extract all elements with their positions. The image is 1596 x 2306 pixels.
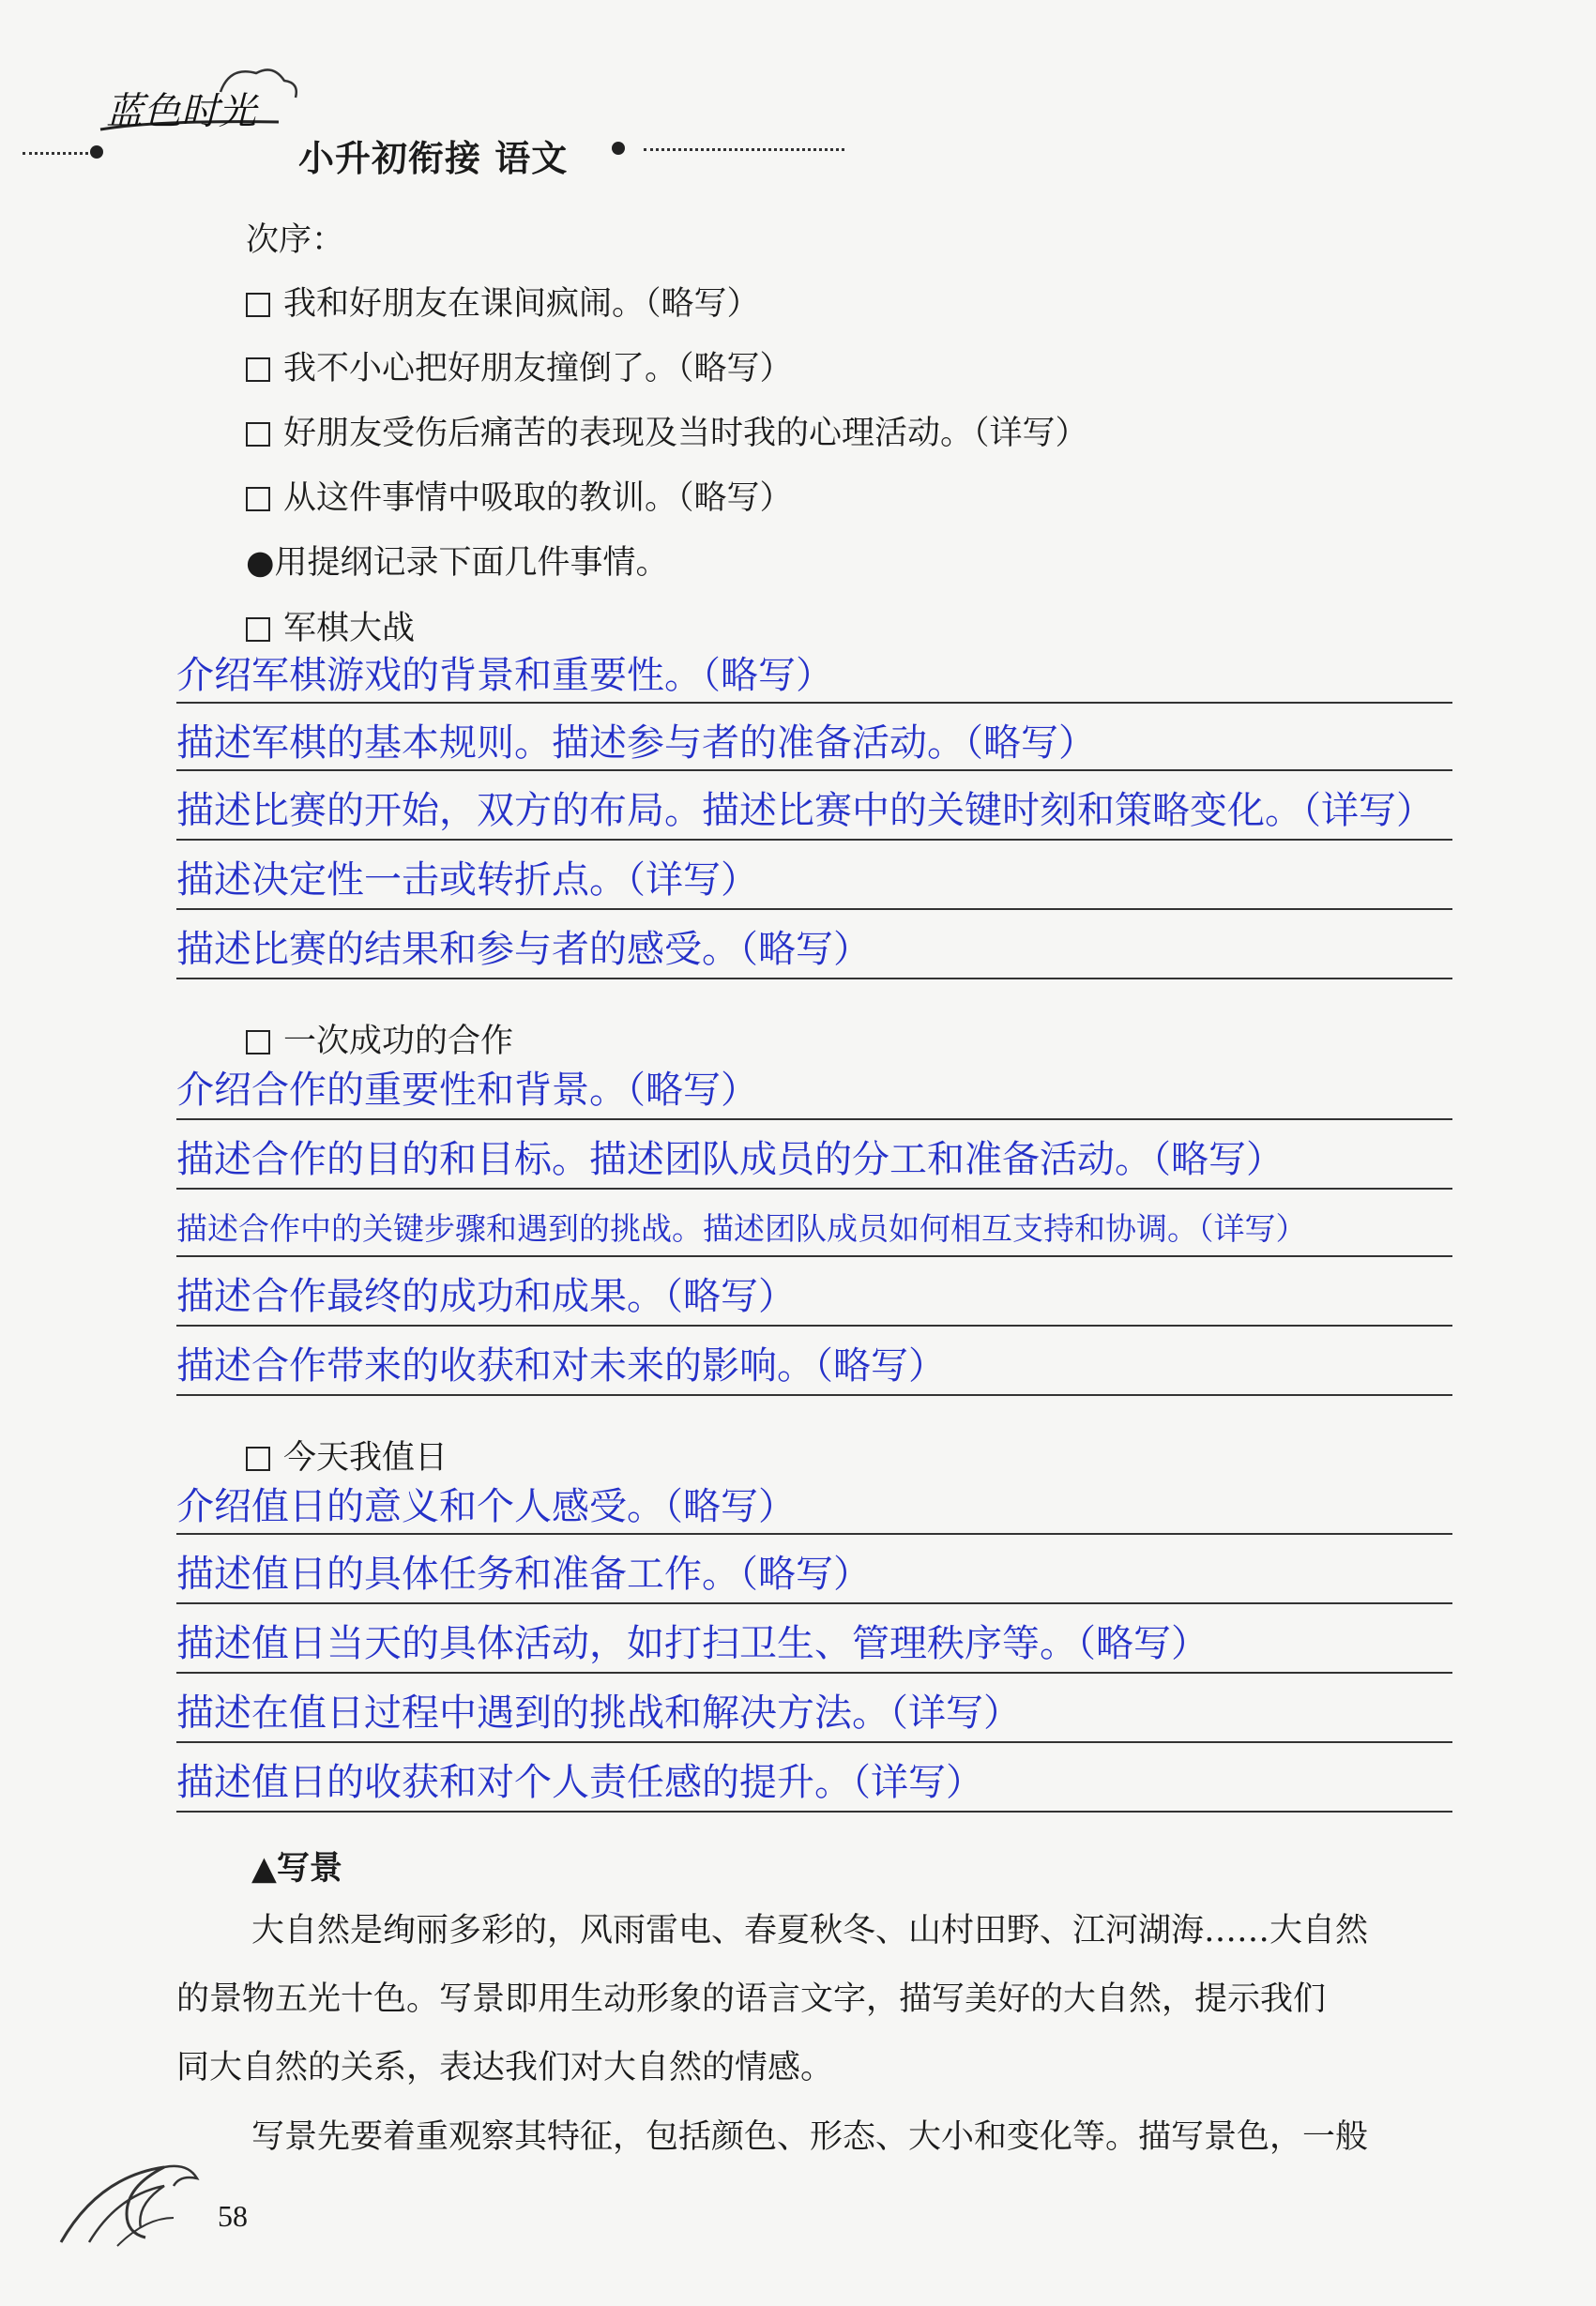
instruction: ●用提纲记录下面几件事情。 [246, 544, 669, 582]
outline-line: 介绍值日的意义和个人感受。（略写） [176, 1485, 796, 1528]
header-bullet-right [612, 142, 625, 155]
writing-line [176, 1255, 1452, 1257]
writing-line [176, 839, 1452, 841]
order-item [246, 342, 793, 389]
outline-line: 描述合作的目的和目标。描述团队成员的分工和准备活动。（略写） [176, 1138, 1284, 1181]
writing-line [176, 1811, 1452, 1813]
header-bullet-left [90, 145, 103, 159]
header-title: 小升初衔接 语文 [298, 137, 569, 179]
writing-line [176, 1533, 1452, 1535]
outline-line: 描述比赛的结果和参与者的感受。（略写） [176, 928, 871, 971]
writing-line [176, 769, 1452, 771]
outline-line: 描述在值日过程中遇到的挑战和解决方法。（详写） [176, 1692, 1021, 1735]
writing-line [176, 1394, 1452, 1396]
order-item [246, 407, 1088, 454]
writing-line [176, 1118, 1452, 1120]
outline-line: 描述合作带来的收获和对未来的影响。（略写） [176, 1344, 946, 1388]
order-item-text: 从这件事情中吸取的教训。（略写） [283, 479, 793, 517]
order-item-text: 好朋友受伤后痛苦的表现及当时我的心理活动。（详写） [283, 415, 1088, 452]
checkbox[interactable] [246, 487, 270, 511]
svg-text:蓝色时光: 蓝色时光 [106, 90, 256, 133]
topic-heading-text: 一次成功的合作 [283, 1023, 514, 1060]
checkbox[interactable] [246, 1030, 270, 1054]
writing-line [176, 1602, 1452, 1604]
writing-line [176, 1325, 1452, 1327]
paragraph-line: 同大自然的关系，表达我们对大自然的情感。 [176, 2049, 834, 2086]
outline-line: 描述值日的具体任务和准备工作。（略写） [176, 1553, 871, 1596]
logo [89, 56, 305, 154]
writing-line [176, 702, 1452, 704]
checkbox[interactable] [246, 293, 270, 317]
wave-decoration-icon [52, 2148, 230, 2255]
outline-line: 描述军棋的基本规则。描述参与者的准备活动。（略写） [176, 721, 1096, 765]
paragraph-line: 写景先要着重观察其特征，包括颜色、形态、大小和变化等。描写景色，一般 [251, 2118, 1369, 2156]
writing-line [176, 1672, 1452, 1674]
outline-line: 描述合作中的关键步骤和遇到的挑战。描述团队成员如何相互支持和协调。（详写） [176, 1210, 1307, 1247]
outline-line: 描述比赛的开始，双方的布局。描述比赛中的关键时刻和策略变化。（详写） [176, 789, 1434, 832]
writing-line [176, 1188, 1452, 1190]
order-item [246, 472, 793, 519]
topic-heading [246, 1015, 513, 1062]
checkbox[interactable] [246, 617, 270, 642]
page-number: 58 [218, 2199, 248, 2233]
outline-line: 描述值日的收获和对个人责任感的提升。（详写） [176, 1761, 983, 1804]
header-rule-left [23, 152, 88, 155]
topic-heading [246, 1432, 448, 1479]
order-label: 次序： [246, 221, 345, 259]
checkbox[interactable] [246, 422, 270, 447]
order-item-text: 我不小心把好朋友撞倒了。（略写） [283, 350, 793, 387]
outline-line: 介绍军棋游戏的背景和重要性。（略写） [176, 654, 833, 697]
header-rule-right [644, 148, 844, 151]
paragraph-line: 大自然是绚丽多彩的，风雨雷电、春夏秋冬、山村田野、江河湖海……大自然 [251, 1912, 1369, 1949]
topic-heading-text: 军棋大战 [283, 610, 416, 647]
checkbox[interactable] [246, 1447, 270, 1471]
writing-line [176, 908, 1452, 910]
order-item [246, 278, 760, 325]
writing-line [176, 978, 1452, 979]
paragraph-line: 的景物五光十色。写景即用生动形象的语言文字，描写美好的大自然，提示我们 [176, 1980, 1327, 2018]
topic-heading-text: 今天我值日 [283, 1439, 448, 1477]
checkbox[interactable] [246, 357, 270, 382]
outline-line: 描述值日当天的具体活动，如打扫卫生、管理秩序等。（略写） [176, 1622, 1208, 1665]
outline-line: 介绍合作的重要性和背景。（略写） [176, 1069, 758, 1112]
outline-line: 描述决定性一击或转折点。（详写） [176, 858, 758, 902]
section-heading: ▲写景 [251, 1849, 342, 1888]
topic-heading [246, 602, 415, 649]
order-item-text: 我和好朋友在课间疯闹。（略写） [283, 285, 760, 323]
outline-line: 描述合作最终的成功和成果。（略写） [176, 1275, 796, 1318]
writing-line [176, 1741, 1452, 1743]
